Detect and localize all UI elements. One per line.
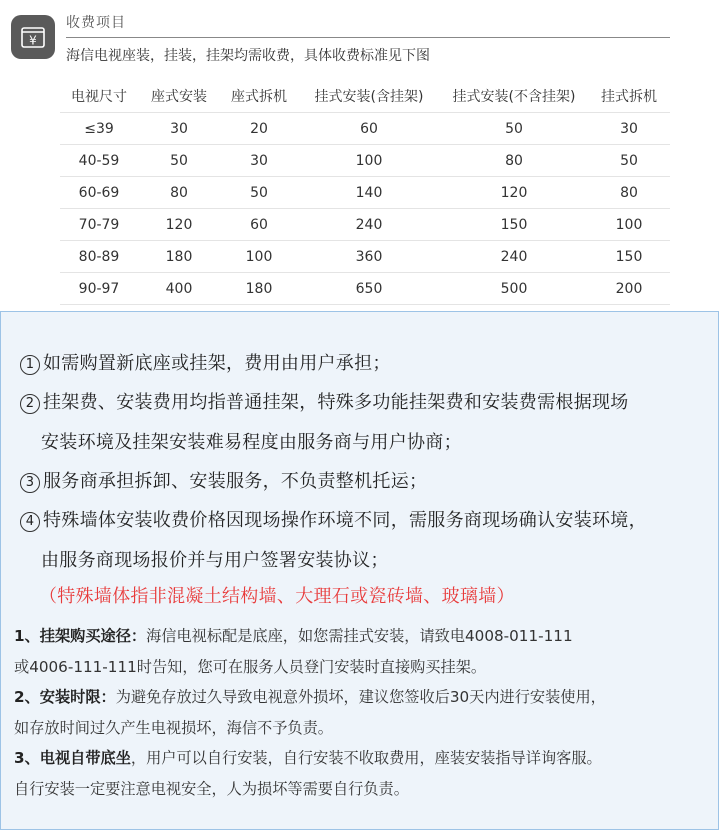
- col-header-wall-remove: 挂式拆机: [601, 89, 657, 105]
- svg-text:¥: ¥: [29, 33, 37, 48]
- table-cell: 50: [440, 113, 588, 145]
- table-cell: 40-59: [60, 145, 138, 177]
- table-cell: 240: [440, 241, 588, 273]
- table-cell: 80: [138, 177, 220, 209]
- note-number-3: 3: [20, 473, 40, 493]
- note-2: [20, 388, 629, 414]
- table-cell: 650: [298, 273, 440, 305]
- table-cell: 60: [220, 209, 298, 241]
- note-1: [20, 349, 391, 375]
- note-3: [20, 467, 427, 493]
- rule-2-text: 为避免存放过久导致电视意外损坏，建议您签收后30天内进行安装使用，: [115, 688, 606, 706]
- table-cell: 100: [220, 241, 298, 273]
- rule-1-line2: 或4006-111-111时告知，您可在服务人员登门安装时直接购买挂架。: [14, 658, 487, 676]
- intro-text: 海信电视座装，挂装，挂架均需收费，具体收费标准见下图: [66, 48, 430, 64]
- fee-table-header-row: [60, 80, 670, 113]
- table-cell: 30: [138, 113, 220, 145]
- table-row: [60, 145, 670, 177]
- table-cell: 50: [220, 177, 298, 209]
- special-wall-warning: （特殊墙体指非混凝土结构墙、大理石或瓷砖墙、玻璃墙）: [39, 586, 515, 607]
- rule-3-line1: [14, 747, 602, 768]
- table-cell: ≤39: [60, 113, 138, 145]
- rule-3-line2: 自行安装一定要注意电视安全，人为损坏等需要自行负责。: [14, 780, 409, 798]
- table-cell: 80: [588, 177, 670, 209]
- fee-header-section: [0, 0, 719, 310]
- note-1-text: 如需购置新底座或挂架，费用由用户承担；: [43, 353, 391, 374]
- table-cell: 120: [440, 177, 588, 209]
- rule-2-title: 2、安装时限：: [14, 688, 116, 706]
- table-row: [60, 241, 670, 273]
- table-cell: 70-79: [60, 209, 138, 241]
- table-cell: 360: [298, 241, 440, 273]
- table-cell: 500: [440, 273, 588, 305]
- table-cell: 180: [220, 273, 298, 305]
- rule-1-title: 1、挂架购买途径：: [14, 627, 147, 645]
- table-cell: 50: [138, 145, 220, 177]
- table-row: [60, 177, 670, 209]
- rule-3-text: ，用户可以自行安装，自行安装不收取费用，座装安装指导详询客服。: [130, 749, 602, 767]
- note-4-text-line2: 由服务商现场报价并与用户签署安装协议；: [41, 550, 389, 571]
- note-number-1: 1: [20, 355, 40, 375]
- note-number-2: 2: [20, 394, 40, 414]
- table-cell: 30: [588, 113, 670, 145]
- yuan-icon: [19, 23, 47, 51]
- note-number-4: 4: [20, 512, 40, 532]
- col-header-stand-remove: 座式拆机: [231, 89, 287, 105]
- table-cell: 150: [588, 241, 670, 273]
- rule-2-line1: [14, 686, 606, 707]
- title-divider: [66, 37, 670, 38]
- table-cell: 100: [588, 209, 670, 241]
- table-cell: 200: [588, 273, 670, 305]
- table-cell: 30: [220, 145, 298, 177]
- table-cell: 60-69: [60, 177, 138, 209]
- fee-icon-box: [11, 15, 55, 59]
- table-cell: 180: [138, 241, 220, 273]
- table-cell: 150: [440, 209, 588, 241]
- note-2-text-line2: 安装环境及挂架安装难易程度由服务商与用户协商；: [41, 432, 462, 453]
- table-cell: 80-89: [60, 241, 138, 273]
- col-header-stand-install: 座式安装: [151, 89, 207, 105]
- table-cell: 400: [138, 273, 220, 305]
- table-row: [60, 273, 670, 305]
- table-cell: 20: [220, 113, 298, 145]
- table-cell: 50: [588, 145, 670, 177]
- table-cell: 140: [298, 177, 440, 209]
- col-header-wall-install-with-mount: 挂式安装(含挂架): [314, 89, 424, 105]
- rule-2-line2: 如存放时间过久产生电视损坏，海信不予负责。: [14, 719, 333, 737]
- table-cell: 120: [138, 209, 220, 241]
- note-4: [20, 506, 647, 532]
- table-cell: 60: [298, 113, 440, 145]
- note-3-text: 服务商承担拆卸、安装服务，不负责整机托运；: [43, 471, 428, 492]
- rule-3-title: 3、电视自带底坐: [14, 749, 131, 767]
- rule-1-text: 海信电视标配是底座，如您需挂式安装，请致电4008-011-111: [146, 627, 573, 645]
- section-title: 收费项目: [66, 15, 126, 31]
- table-cell: 90-97: [60, 273, 138, 305]
- note-4-text-line1: 特殊墙体安装收费价格因现场操作环境不同，需服务商现场确认安装环境，: [43, 510, 647, 531]
- table-row: [60, 113, 670, 145]
- note-2-text-line1: 挂架费、安装费用均指普通挂架，特殊多功能挂架费和安装费需根据现场: [43, 392, 629, 413]
- col-header-tv-size: 电视尺寸: [71, 89, 127, 105]
- fee-table: [60, 80, 670, 305]
- table-cell: 80: [440, 145, 588, 177]
- table-cell: 100: [298, 145, 440, 177]
- col-header-wall-install-without-mount: 挂式安装(不含挂架): [452, 89, 576, 105]
- table-row: [60, 209, 670, 241]
- rule-1-line1: [14, 625, 573, 646]
- table-cell: 240: [298, 209, 440, 241]
- notes-panel: [0, 311, 719, 830]
